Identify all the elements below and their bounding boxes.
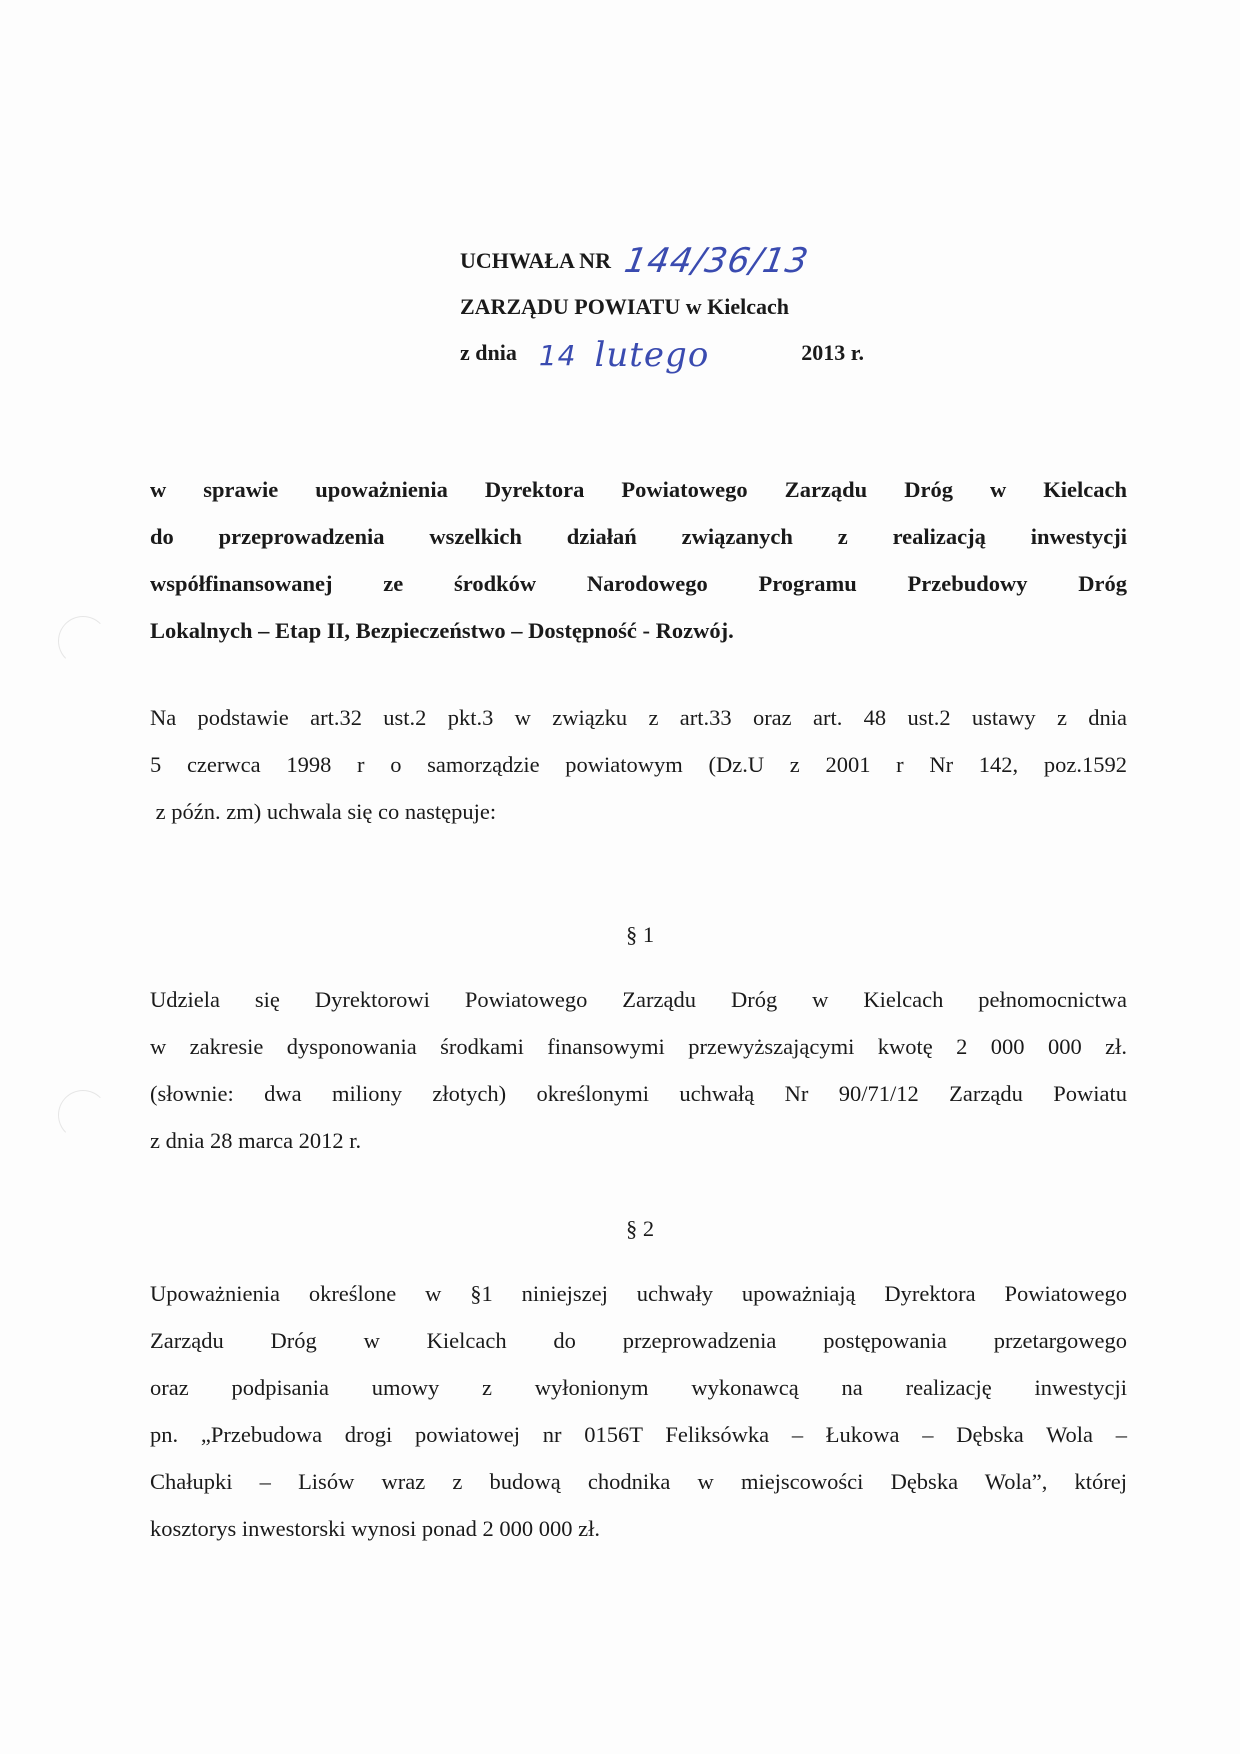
section-2-paragraph: [150, 1270, 1127, 1552]
section-2-line: oraz podpisania umowy z wyłonionym wykonawcą na realizację inwestycji: [150, 1375, 1127, 1400]
scan-artifact-mark: [58, 616, 108, 666]
legal-basis-line: z późn. zm) uchwala się co następuje:: [150, 799, 497, 824]
date-line: [460, 320, 900, 375]
subject-line: współfinansowanej ze środków Narodowego Programu Przebudowy Dróg: [150, 571, 1127, 596]
resolution-number-handwritten: 144/36/13: [621, 241, 812, 281]
section-2-line: Upoważnienia określone w §1 niniejszej uchwały upoważniają Dyrektora Powiatowego: [150, 1281, 1127, 1306]
issuing-authority: ZARZĄDU POWIATU w Kielcach: [460, 294, 789, 319]
legal-basis-paragraph: [150, 694, 1127, 835]
section-1-line: Udziela się Dyrektorowi Powiatowego Zarządu Dróg w Kielcach pełnomocnictwa: [150, 987, 1127, 1012]
date-month-handwritten: lutego: [594, 335, 710, 375]
legal-basis-line: 5 czerwca 1998 r o samorządzie powiatowym (Dz.U z 2001 r Nr 142, poz.1592: [150, 752, 1127, 777]
subject-line: do przeprowadzenia wszelkich działań związanych z realizacją inwestycji: [150, 524, 1127, 549]
section-2-line: Zarządu Dróg w Kielcach do przeprowadzenia postępowania przetargowego: [150, 1328, 1127, 1353]
scan-artifact-mark: [58, 1090, 108, 1140]
section-1-line: w zakresie dysponowania środkami finansowymi przewyższającymi kwotę 2 000 000 zł.: [150, 1034, 1127, 1059]
section-2-mark: § 2: [625, 1216, 655, 1241]
resolution-subject: [150, 466, 1127, 654]
section-1-paragraph: [150, 976, 1127, 1164]
date-prefix: z dnia: [460, 340, 517, 365]
resolution-header: [460, 228, 900, 375]
resolution-title: UCHWAŁA NR: [460, 248, 611, 273]
section-2-line: pn. „Przebudowa drogi powiatowej nr 0156T Feliksówka – Łukowa – Dębska Wola –: [150, 1422, 1127, 1447]
subject-line: w sprawie upoważnienia Dyrektora Powiatowego Zarządu Dróg w Kielcach: [150, 477, 1127, 502]
section-1-line: (słownie: dwa miliony złotych) określonymi uchwałą Nr 90/71/12 Zarządu Powiatu: [150, 1081, 1127, 1106]
resolution-title-line: [460, 228, 900, 281]
section-2-line: kosztorys inwestorski wynosi ponad 2 000 000 zł.: [150, 1516, 600, 1541]
legal-basis-line: Na podstawie art.32 ust.2 pkt.3 w związku z art.33 oraz art. 48 ust.2 ustawy z dnia: [150, 705, 1127, 730]
section-1-mark: § 1: [625, 922, 655, 947]
date-day-handwritten: 14: [538, 339, 577, 372]
section-1-line: z dnia 28 marca 2012 r.: [150, 1128, 362, 1153]
section-2-line: Chałupki – Lisów wraz z budową chodnika w miejscowości Dębska Wola”, której: [150, 1469, 1127, 1494]
subject-line: Lokalnych – Etap II, Bezpieczeństwo – Dostępność - Rozwój.: [150, 618, 734, 643]
date-year: 2013 r.: [801, 340, 865, 365]
